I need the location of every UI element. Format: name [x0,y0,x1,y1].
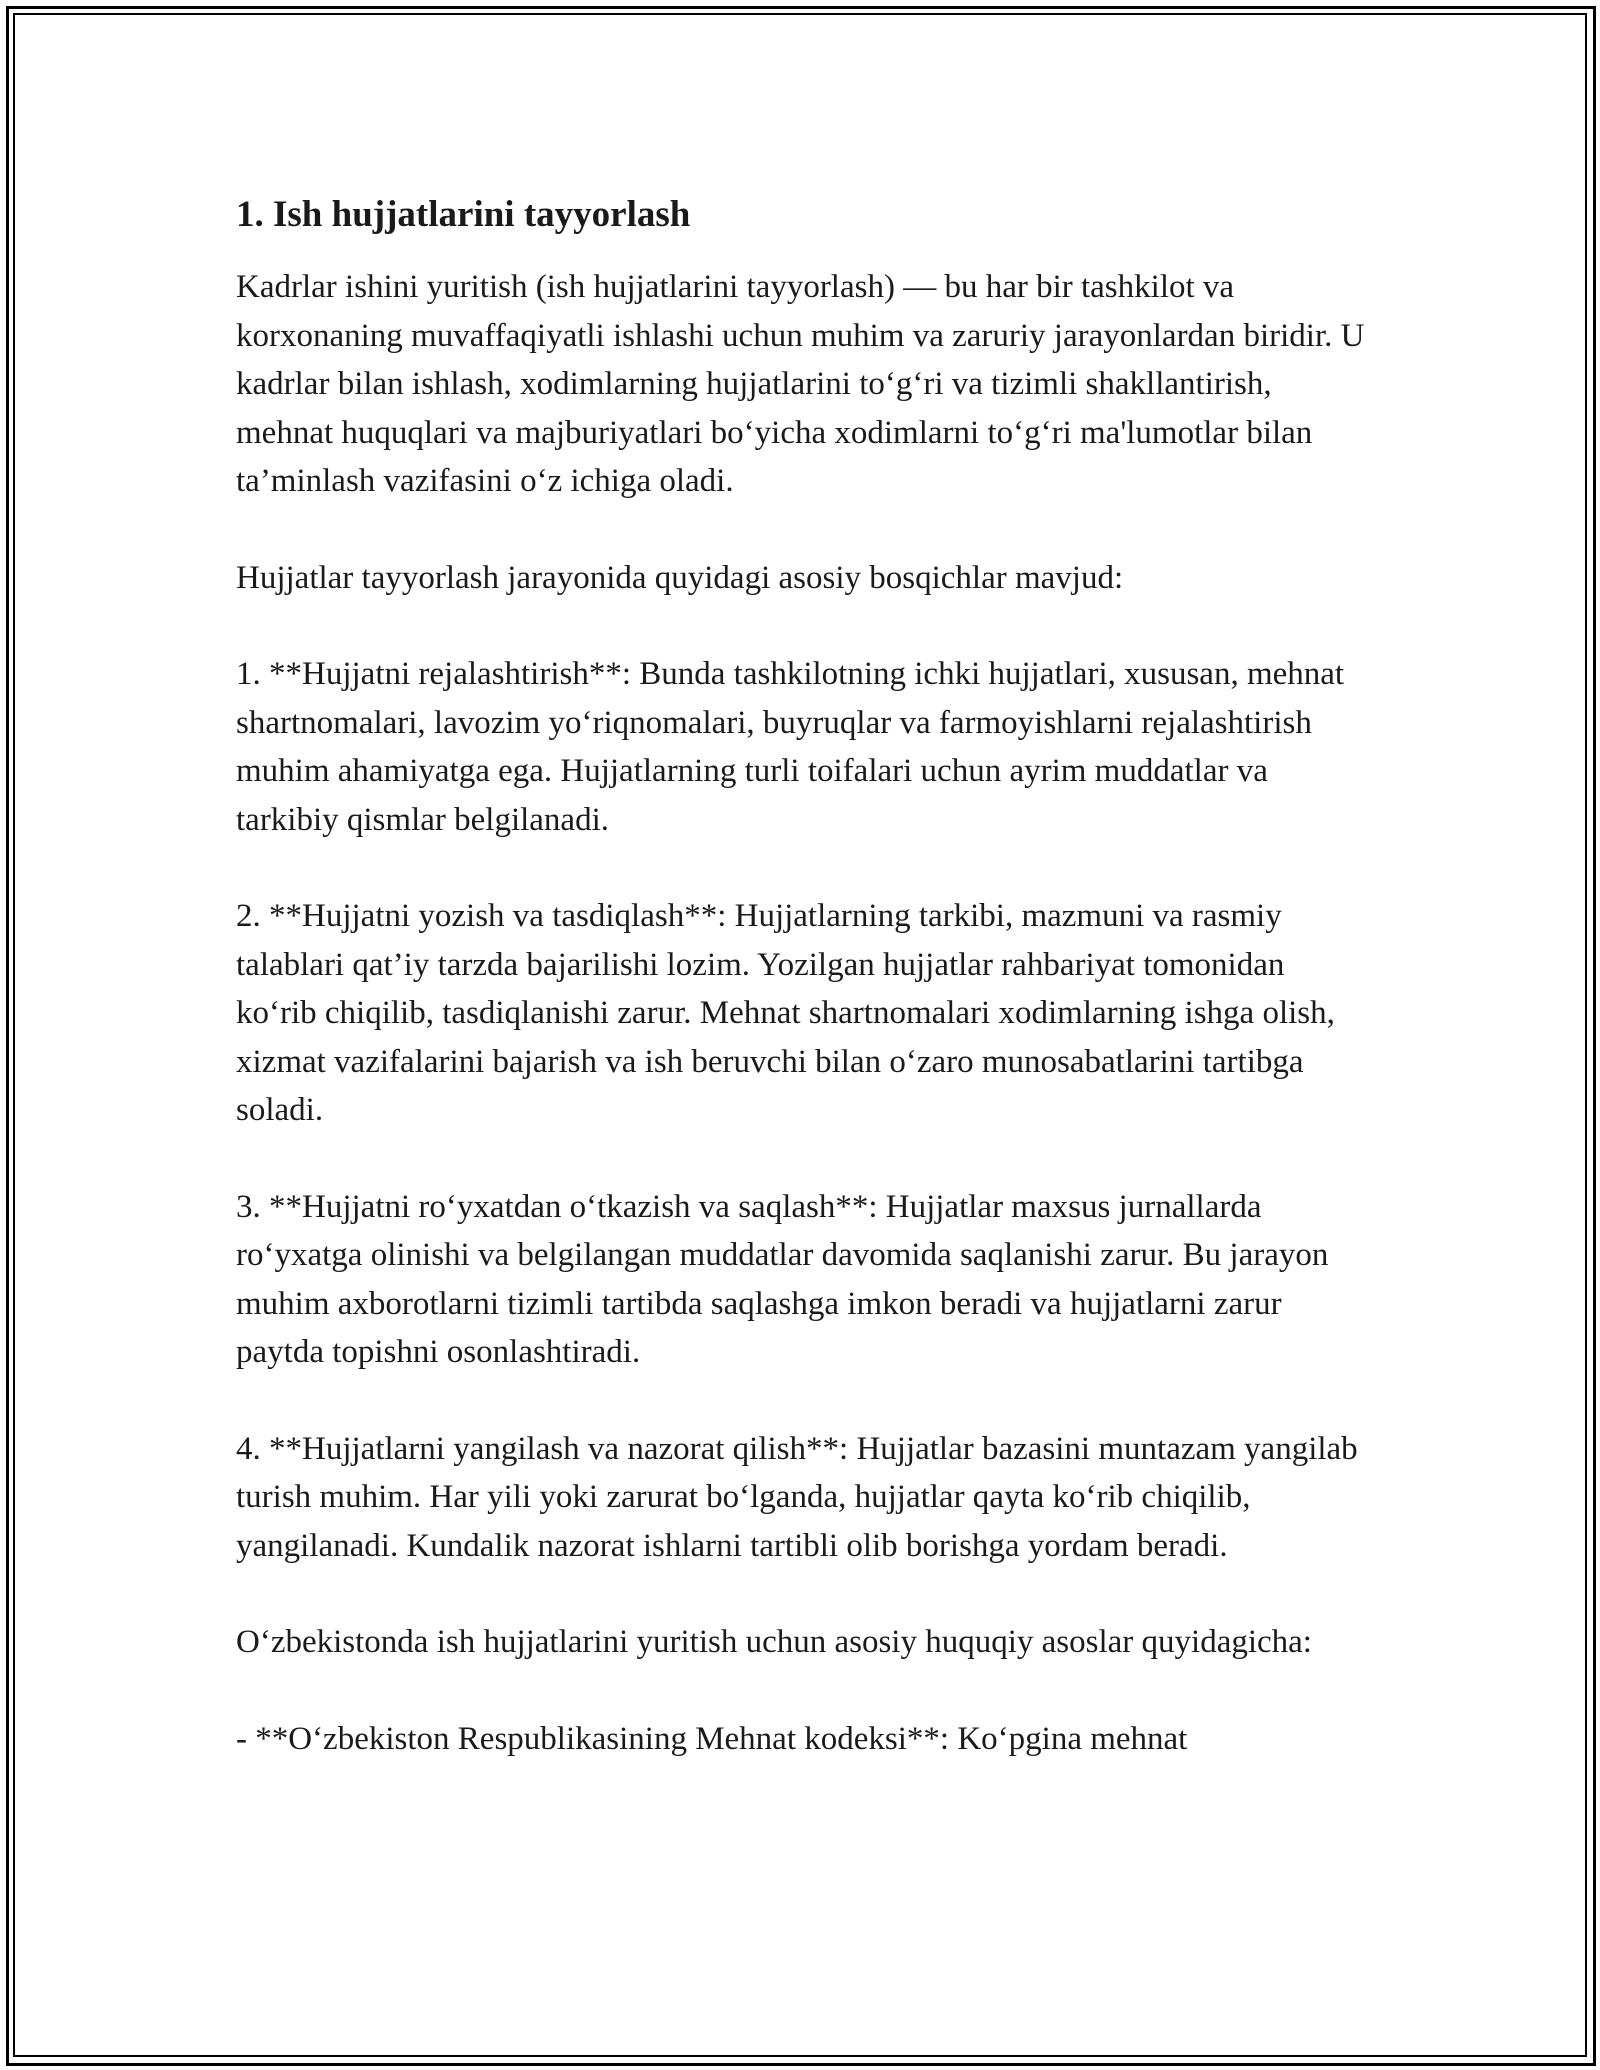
paragraph-legal-lead: O‘zbekistonda ish hujjatlarini yuritish uchun asosiy huquqiy asoslar quyidagicha: [236,1624,1312,1660]
paragraph-step-3: 3. **Hujjatni ro‘yxatdan o‘tkazish va saqlash**: Hujjatlar maxsus jurnallarda ro‘yxatga olinishi va belgilangan muddatlar davomida saqlanishi zarur. Bu jarayon muhim axborotlarni tizimli tartibda saqlashga imkon beradi va hujjatlarni zarur paytda topishni osonlashtiradi. [236,1188,1329,1370]
paragraph-step-1: 1. **Hujjatni rejalashtirish**: Bunda tashkilotning ichki hujjatlari, xususan, mehnat shartnomalari, lavozim yo‘riqnomalari, buyruqlar va farmoyishlarni rejalashtirish muhim ahamiyatga ega. Hujjatlarning turli toifalari uchun ayrim muddatlar va tarkibiy qismlar belgilanadi. [236,656,1345,838]
document-body [236,185,1366,1811]
paragraph-step-4: 4. **Hujjatlarni yangilash va nazorat qilish**: Hujjatlar bazasini muntazam yangilab turish muhim. Har yili yoki zarurat bo‘lganda, hujjatlar qayta ko‘rib chiqilib, yangilanadi. Kundalik nazorat ishlarni tartibli olib borishga yordam beradi. [236,1430,1358,1564]
paragraph-intro: Kadrlar ishini yuritish (ish hujjatlarini tayyorlash) — bu har bir tashkilot va korxonaning muvaffaqiyatli ishlashi uchun muhim va zaruriy jarayonlardan biridir. U kadrlar bilan ishlash, xodimlarning hujjatlarini to‘g‘ri va tizimli shakllantirish, mehnat huquqlari va majburiyatlari bo‘yicha xodimlarni to‘g‘ri ma'lumotlar bilan ta’minlash vazifasini o‘z ichiga oladi. [236,269,1365,499]
paragraph-step-2: 2. **Hujjatni yozish va tasdiqlash**: Hujjatlarning tarkibi, mazmuni va rasmiy talablari qat’iy tarzda bajarilishi lozim. Yozilgan hujjatlar rahbariyat tomonidan ko‘rib chiqilib, tasdiqlanishi zarur. Mehnat shartnomalari xodimlarning ishga olish, xizmat vazifalarini bajarish va ish beruvchi bilan o‘zaro munosabatlarini tartibga soladi. [236,898,1335,1128]
paragraph-legal-item-1: - **O‘zbekiston Respublikasining Mehnat kodeksi**: Ko‘pgina mehnat [236,1720,1188,1757]
document-title: 1. Ish hujjatlarini tayyorlash [236,194,691,235]
paragraph-stages-lead: Hujjatlar tayyorlash jarayonida quyidagi asosiy bosqichlar mavjud: [236,559,1124,596]
